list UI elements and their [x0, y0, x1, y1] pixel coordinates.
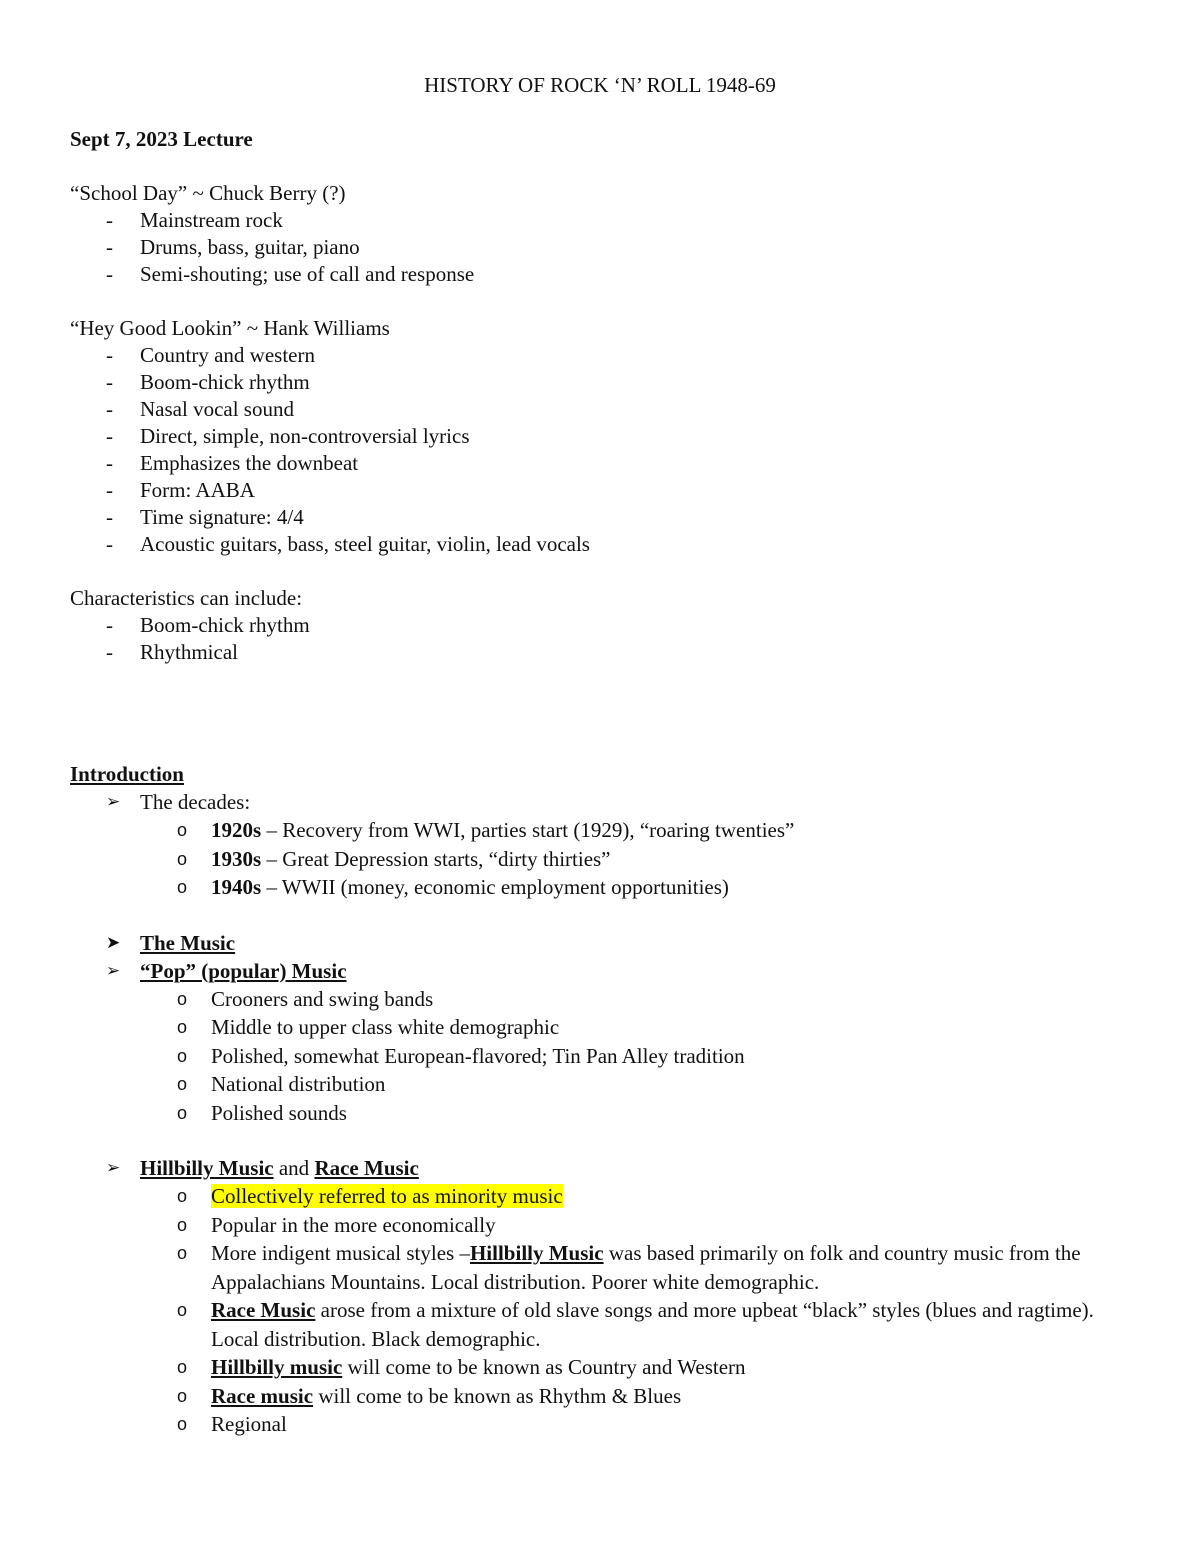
list-item: ➢ The decades: — [106, 790, 251, 814]
list-item: - Acoustic guitars, bass, steel guitar, violin, lead vocals — [106, 532, 590, 556]
list-item: o 1920s – Recovery from WWI, parties start (1929), “roaring twenties” — [177, 818, 795, 842]
arrow-bullet-icon: ➢ — [106, 792, 121, 812]
list-item: - Country and western — [106, 343, 315, 367]
list-item: o Collectively referred to as minority music — [177, 1184, 563, 1208]
document-title: HISTORY OF ROCK ‘N’ ROLL 1948-69 — [424, 73, 776, 97]
list-item: o Polished sounds — [177, 1100, 347, 1125]
list-item: o Regional — [177, 1412, 287, 1436]
list-item: - Nasal vocal sound — [106, 397, 294, 421]
song1-title: “School Day” ~ Chuck Berry (?) — [70, 181, 346, 205]
song2-title: “Hey Good Lookin” ~ Hank Williams — [70, 316, 390, 340]
characteristics-heading: Characteristics can include: — [70, 586, 303, 610]
introduction-heading: Introduction — [70, 762, 184, 786]
list-item: o Race music will come to be known as Rhythm & Blues — [177, 1383, 682, 1408]
highlighted-text: Collectively referred to as — [211, 1184, 435, 1208]
list-item: - Boom-chick rhythm — [106, 370, 310, 394]
arrow-bullet-icon: ➤ — [106, 932, 121, 953]
list-item: - Rhythmical — [106, 640, 238, 664]
highlighted-text: minority music — [434, 1184, 563, 1208]
lecture-heading: Sept 7, 2023 Lecture — [70, 127, 253, 151]
list-item: - Mainstream rock — [106, 208, 283, 232]
list-item: ➤ The Music — [106, 930, 236, 955]
list-item: - Drums, bass, guitar, piano — [106, 235, 360, 259]
list-item: o National distribution — [177, 1072, 386, 1096]
arrow-bullet-icon: ➢ — [106, 960, 121, 981]
list-item: - Form: AABA — [106, 478, 255, 502]
list-item: o Popular in the more economically — [177, 1212, 496, 1237]
list-item: - Direct, simple, non-controversial lyrics — [106, 424, 470, 448]
list-item: - Semi-shouting; use of call and response — [106, 262, 475, 286]
list-item: o Polished, somewhat European-flavored; Tin Pan Alley tradition — [177, 1043, 745, 1068]
list-item: o More indigent musical styles –Hillbilly Music was based primarily on folk and country music from the Appalachians Mountains. Local distribution. Poorer white demographic. — [177, 1241, 1081, 1294]
list-item: - Emphasizes the downbeat — [106, 451, 359, 475]
document-page — [70, 72, 1130, 1439]
list-item: - Boom-chick rhythm — [106, 613, 310, 637]
list-item: o 1930s – Great Depression starts, “dirty thirties” — [177, 846, 611, 871]
list-item: o 1940s – WWII (money, economic employment opportunities) — [177, 875, 729, 899]
list-item: ➢ Hillbilly Music and Race Music — [106, 1156, 419, 1180]
list-item: - Time signature: 4/4 — [106, 505, 304, 529]
arrow-bullet-icon: ➢ — [106, 1158, 121, 1178]
list-item: o Middle to upper class white demographic — [177, 1015, 560, 1039]
list-item: o Crooners and swing bands — [177, 986, 434, 1011]
list-item: ➢ “Pop” (popular) Music — [106, 958, 347, 983]
list-item: o Race Music arose from a mixture of old slave songs and more upbeat “black” styles (blues and ragtime). Local distribution. Black demographic. — [177, 1298, 1094, 1351]
list-item: o Hillbilly music will come to be known as Country and Western — [177, 1355, 746, 1379]
